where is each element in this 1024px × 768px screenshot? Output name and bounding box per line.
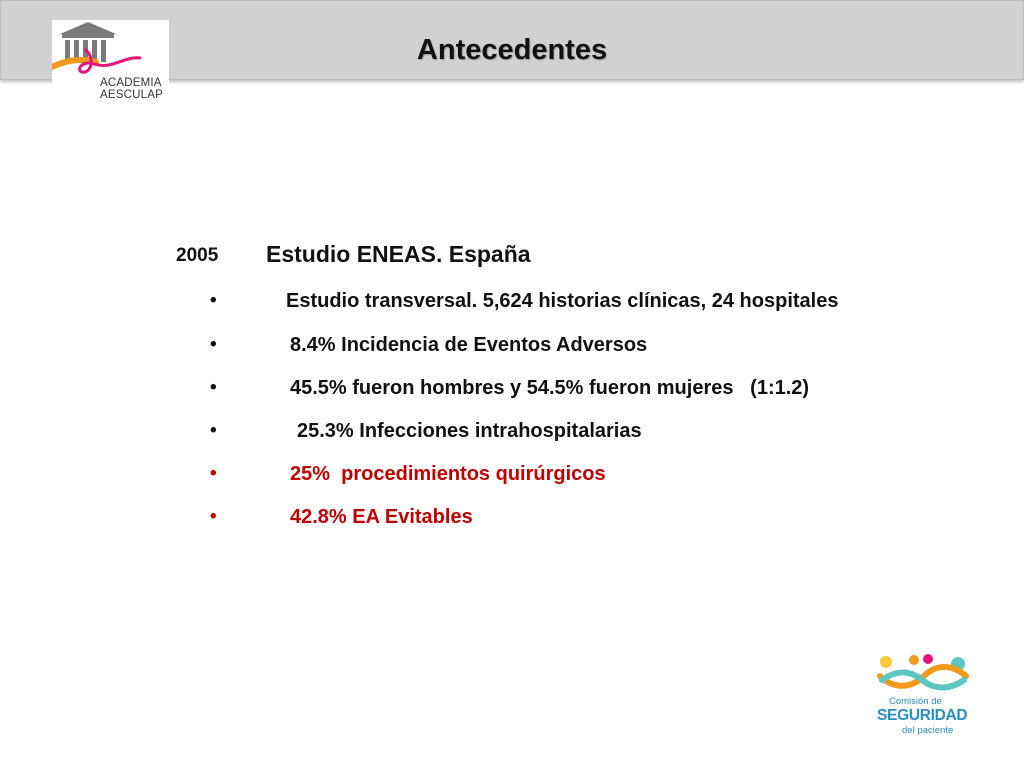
bullet-text: 25.3% Infecciones intrahospitalarias [297, 420, 642, 442]
bullet-text: 45.5% fueron hombres y 54.5% fueron mujeres (1:1.2) [290, 377, 810, 399]
bullet-item [0, 463, 1024, 493]
bullet-text: 25% procedimientos quirúrgicos [290, 463, 606, 485]
bullet-item [0, 506, 1024, 536]
bullet-item [0, 420, 1024, 450]
logo-right-line-1: Comisión de [889, 696, 942, 707]
bullet-item [0, 334, 1024, 364]
study-heading: Estudio ENEAS. España [266, 241, 531, 267]
bullet-marker: • [210, 506, 217, 527]
bullet-text: 8.4% Incidencia de Eventos Adversos [290, 334, 648, 356]
bullet-item [0, 377, 1024, 407]
logo-line-1: ACADEMIA [100, 77, 162, 89]
logo-right-line-2: SEGURIDAD [877, 707, 968, 724]
bullet-marker: • [210, 463, 217, 484]
logo-line-2: AESCULAP [100, 89, 163, 101]
study-year: 2005 [176, 245, 219, 266]
bullet-marker: • [210, 377, 217, 398]
bullet-marker: • [210, 420, 217, 441]
bullet-marker: • [210, 290, 217, 311]
page-title: Antecedentes [416, 34, 608, 66]
bullet-item [0, 290, 1024, 320]
logo-right-line-3: del paciente [902, 725, 954, 736]
seguridad-paciente-logo [874, 650, 973, 740]
people-figures-icon [874, 650, 973, 696]
bullet-text: 42.8% EA Evitables [290, 506, 473, 528]
bullet-marker: • [210, 334, 217, 355]
bullet-text: Estudio transversal. 5,624 historias clínicas, 24 hospitales [286, 290, 839, 312]
